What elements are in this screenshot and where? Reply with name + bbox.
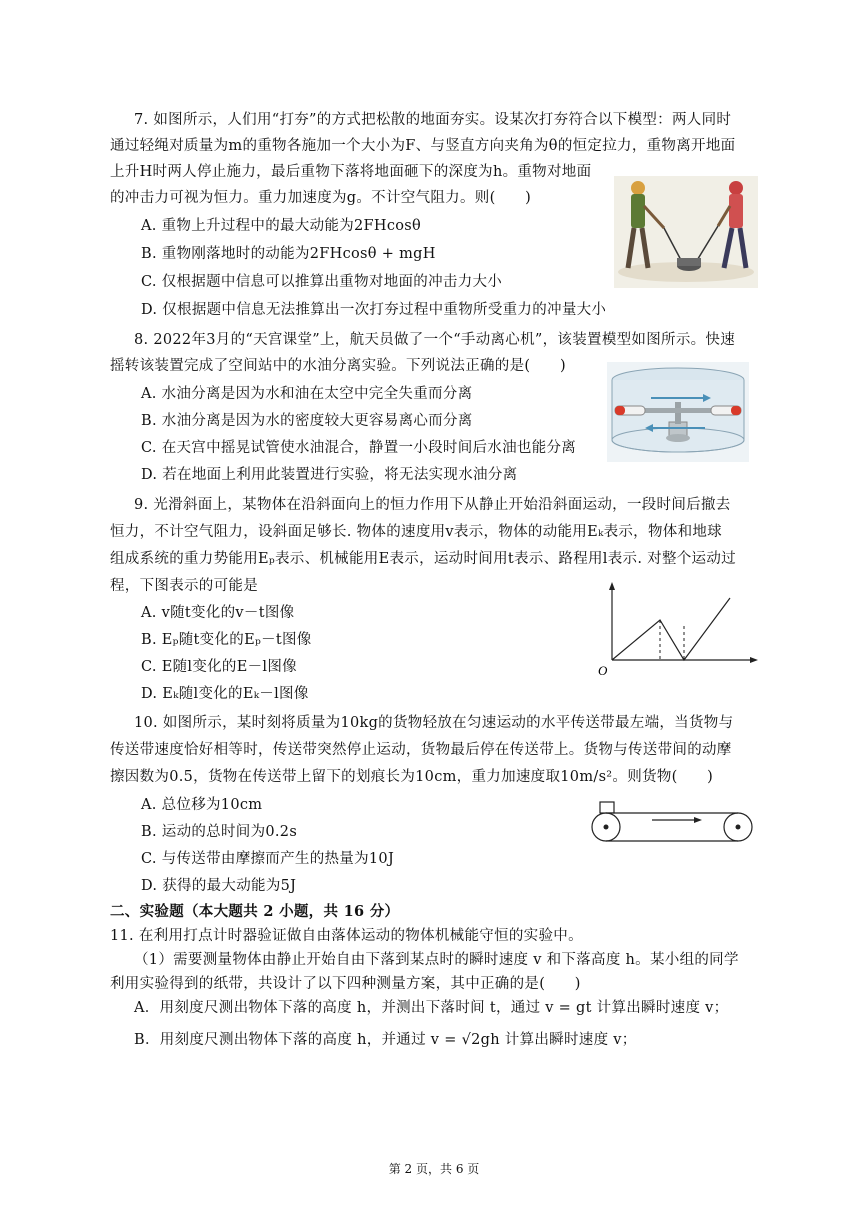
origin-label: O [598, 663, 608, 678]
q7-option-d: D. 仅根据题中信息无法推算出一次打夯过程中重物所受重力的冲量大小 [141, 302, 607, 318]
q11-option-a: A．用刻度尺测出物体下落的高度 h，并测出下落时间 t，通过 v = gt 计算出瞬时速度 v； [134, 1000, 729, 1016]
q10-option-a: A. 总位移为10cm [141, 797, 263, 813]
x-axis-arrow-icon [750, 657, 758, 663]
q7-option-a: A. 重物上升过程中的最大动能为2FHcosθ [141, 218, 422, 234]
cargo-box [600, 802, 614, 813]
q8-option-c: C. 在天宫中摇晃试管使水油混合，静置一小段时间后水油也能分离 [141, 440, 577, 456]
q10-option-b: B. 运动的总时间为0.2s [141, 824, 298, 840]
q10-line-2: 传送带速度恰好相等时，传送带突然停止运动，货物最后停在传送带上。货物与传送带间的动摩 [110, 742, 732, 758]
q8-line-2: 摇转该装置完成了空间站中的水油分离实验。下列说法正确的是( ) [110, 358, 566, 374]
q9-option-c: C. E随l变化的E－l图像 [141, 659, 297, 675]
q8-option-a: A. 水油分离是因为水和油在太空中完全失重而分离 [141, 386, 473, 402]
q9-line-2: 恒力，不计空气阻力，设斜面足够长. 物体的速度用v表示，物体的动能用Eₖ表示，物体和地球 [110, 524, 722, 540]
q10-option-d: D. 获得的最大动能为5J [141, 878, 297, 894]
q11-line-2: （1）需要测量物体由静止开始自由下落到某点时的瞬时速度 v 和下落高度 h。某小组的同学 [134, 952, 739, 968]
q7-option-b: B. 重物刚落地时的动能为2FHcosθ + mgH [141, 246, 436, 262]
belt-direction-arrow-icon [694, 817, 702, 823]
q9-option-b: B. Eₚ随t变化的Eₚ－t图像 [141, 632, 312, 648]
tamping-illustration [614, 176, 758, 288]
q7-line-4: 的冲击力可视为恒力。重力加速度为g。不计空气阻力。则( ) [110, 190, 532, 206]
q8-option-b: B. 水油分离是因为水的密度较大更容易离心而分离 [141, 413, 473, 429]
q8-option-d: D. 若在地面上利用此装置进行实验，将无法实现水油分离 [141, 467, 518, 483]
conveyor-belt-diagram [590, 800, 754, 846]
centrifuge-illustration [607, 362, 749, 462]
q9-line-1: 9. 光滑斜面上，某物体在沿斜面向上的恒力作用下从静止开始沿斜面运动，一段时间后撤去 [134, 497, 731, 513]
q7-line-1: 7. 如图所示，人们用“打夯”的方式把松散的地面夯实。设某次打夯符合以下模型：两人同时 [134, 112, 732, 128]
y-axis-arrow-icon [609, 582, 615, 590]
q9-graph [592, 582, 760, 680]
q11-line-3: 利用实验得到的纸带，共设计了以下四种测量方案，其中正确的是( ) [110, 976, 581, 992]
q9-line-4: 程，下图表示的可能是 [110, 578, 258, 594]
graph-line [612, 598, 730, 660]
q10-line-1: 10. 如图所示，某时刻将质量为10kg的货物轻放在匀速运动的水平传送带最左端，当货物与 [134, 715, 734, 731]
q11-option-b: B．用刻度尺测出物体下落的高度 h，并通过 v = √2gh 计算出瞬时速度 v； [134, 1032, 637, 1048]
q10-line-3: 擦因数为0.5，货物在传送带上留下的划痕长为10cm，重力加速度取10m/s²。则货物( ) [110, 769, 714, 785]
q10-option-c: C. 与传送带由摩擦而产生的热量为10J [141, 851, 395, 867]
q7-line-2: 通过轻绳对质量为m的重物各施加一个大小为F、与竖直方向夹角为θ的恒定拉力，重物离开地面 [110, 138, 736, 154]
q9-option-d: D. Eₖ随l变化的Eₖ－l图像 [141, 686, 309, 702]
q7-option-c: C. 仅根据题中信息可以推算出重物对地面的冲击力大小 [141, 274, 503, 290]
section-2-heading: 二、实验题（本大题共 2 小题，共 16 分） [110, 903, 400, 920]
q11-line-1: 11. 在利用打点计时器验证做自由落体运动的物体机械能守恒的实验中。 [110, 928, 583, 944]
q9-option-a: A. v随t变化的v－t图像 [141, 605, 295, 621]
page-footer: 第 2 页，共 6 页 [388, 1162, 480, 1176]
q7-line-3: 上升H时两人停止施力，最后重物下落将地面砸下的深度为h。重物对地面 [110, 164, 592, 180]
q9-line-3: 组成系统的重力势能用Eₚ表示、机械能用E表示，运动时间用t表示、路程用l表示. 对整个运动过 [110, 551, 736, 567]
q8-line-1: 8. 2022年3月的“天宫课堂”上，航天员做了一个“手动离心机”，该装置模型如图所示。快速 [134, 332, 736, 348]
